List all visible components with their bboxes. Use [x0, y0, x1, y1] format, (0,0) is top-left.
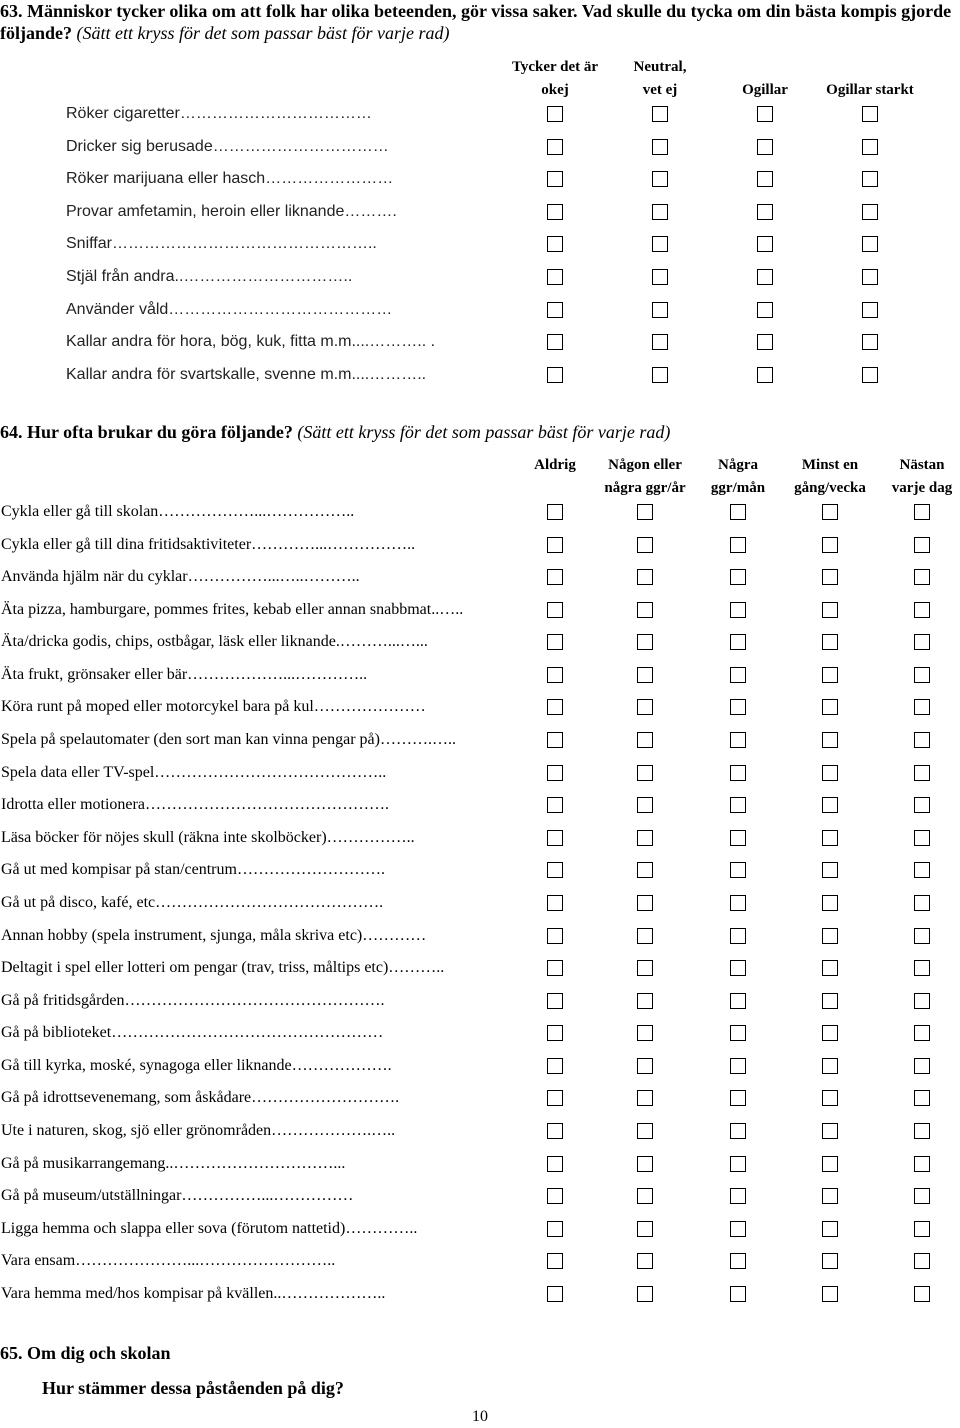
q64-checkbox-3[interactable] — [730, 569, 746, 585]
q64-row-label: Gå på fritidsgården…………………………………………. — [1, 991, 385, 1009]
q64-checkbox-1[interactable] — [547, 928, 563, 944]
q64-checkbox-4[interactable] — [822, 830, 838, 846]
q64-checkbox-1[interactable] — [547, 732, 563, 748]
question-65-title: 65. Om dig och skolan — [0, 1343, 171, 1363]
q64-checkbox-3[interactable] — [730, 1286, 746, 1302]
q64-row-label: Gå ut med kompisar på stan/centrum………………………. — [1, 861, 385, 879]
q63-checkbox-4[interactable] — [862, 302, 878, 318]
q64-checkbox-2[interactable] — [637, 928, 653, 944]
q64-checkbox-3[interactable] — [730, 732, 746, 748]
q63-checkbox-4[interactable] — [862, 106, 878, 122]
q64-row-label: Äta frukt, grönsaker eller bär………………...………….. — [1, 665, 368, 683]
q64-checkbox-5[interactable] — [914, 667, 930, 683]
q64-checkbox-5[interactable] — [914, 699, 930, 715]
page-number: 10 — [472, 1408, 488, 1425]
q64-checkbox-1[interactable] — [547, 765, 563, 781]
q64-checkbox-2[interactable] — [637, 1058, 653, 1074]
q64-checkbox-4[interactable] — [822, 1253, 838, 1269]
q64-checkbox-3[interactable] — [730, 797, 746, 813]
q63-checkbox-4[interactable] — [862, 367, 878, 383]
q64-checkbox-5[interactable] — [914, 797, 930, 813]
q64-checkbox-5[interactable] — [914, 602, 930, 618]
q64-checkbox-4[interactable] — [822, 1221, 838, 1237]
q64-checkbox-3[interactable] — [730, 699, 746, 715]
q64-row-label: Vara hemma med/hos kompisar på kvällen..……………….. — [1, 1284, 386, 1302]
q64-row-label: Idrotta eller motionera………………………………………. — [1, 796, 389, 814]
q64-checkbox-2[interactable] — [637, 1090, 653, 1106]
q63-checkbox-4[interactable] — [862, 171, 878, 187]
q64-row-label: Cykla eller gå till skolan………………...…………….. — [1, 503, 355, 520]
q64-column-header-5-line-2: varje dag — [891, 480, 953, 496]
q64-column-header-2-line-2: några ggr/år — [604, 480, 686, 496]
q63-checkbox-1[interactable] — [547, 204, 563, 220]
q64-column-header-1-line-1: Aldrig — [534, 457, 576, 473]
q64-row-label: Gå på museum/utställningar……………...…………… — [1, 1187, 354, 1205]
q64-checkbox-3[interactable] — [730, 830, 746, 846]
q64-checkbox-4[interactable] — [822, 732, 838, 748]
q64-checkbox-2[interactable] — [637, 667, 653, 683]
q64-checkbox-5[interactable] — [914, 1156, 930, 1172]
q64-checkbox-3[interactable] — [730, 1156, 746, 1172]
q64-checkbox-5[interactable] — [914, 1286, 930, 1302]
q63-checkbox-2[interactable] — [652, 236, 668, 252]
q64-checkbox-2[interactable] — [637, 504, 653, 520]
q64-row-label: Gå ut på disco, kafé, etc……………………………………. — [1, 893, 384, 911]
q64-instruction: (Sätt ett kryss för det som passar bäst för varje rad) — [297, 422, 671, 442]
q64-checkbox-2[interactable] — [637, 634, 653, 650]
q64-checkbox-3[interactable] — [730, 537, 746, 553]
q63-checkbox-1[interactable] — [547, 106, 563, 122]
q64-checkbox-3[interactable] — [730, 862, 746, 878]
q64-checkbox-1[interactable] — [547, 830, 563, 846]
q64-row-label: Köra runt på moped eller motorcykel bara på kul………………… — [1, 698, 426, 716]
q64-checkbox-4[interactable] — [822, 895, 838, 911]
q63-checkbox-2[interactable] — [652, 171, 668, 187]
q64-checkbox-4[interactable] — [822, 667, 838, 683]
q64-checkbox-5[interactable] — [914, 1090, 930, 1106]
q64-checkbox-3[interactable] — [730, 1123, 746, 1139]
q64-row-label: Ligga hemma och slappa eller sova (förutom nattetid)………….. — [1, 1219, 418, 1237]
q64-checkbox-4[interactable] — [822, 602, 838, 618]
q64-column-header-5-line-1: Nästan — [899, 457, 945, 473]
q64-column-header-3-line-2: ggr/mån — [710, 480, 766, 496]
q64-checkbox-4[interactable] — [822, 993, 838, 1009]
q63-checkbox-3[interactable] — [757, 236, 773, 252]
q63-column-header-1-line-2: okej — [541, 82, 569, 98]
q64-checkbox-2[interactable] — [637, 960, 653, 976]
q63-checkbox-2[interactable] — [652, 269, 668, 285]
q63-column-header-3-line-2: Ogillar — [742, 82, 788, 98]
q64-checkbox-1[interactable] — [547, 1286, 563, 1302]
q64-checkbox-5[interactable] — [914, 960, 930, 976]
q63-title-text: 63. Människor tycker olika om att folk har olika beteenden, gör vissa saker. Vad skulle du tycka om din bästa kompis gjorde följande? — [0, 1, 952, 43]
q64-checkbox-2[interactable] — [637, 1253, 653, 1269]
q63-row-label: Dricker sig berusade…………………………… — [66, 137, 389, 155]
q64-row-label: Äta/dricka godis, chips, ostbågar, läsk eller liknande.………...…... — [1, 633, 428, 651]
question-65-subtitle: Hur stämmer dessa påståenden på dig? — [42, 1378, 344, 1398]
q64-checkbox-3[interactable] — [730, 1090, 746, 1106]
q64-checkbox-4[interactable] — [822, 634, 838, 650]
q63-column-header-4-line-2: Ogillar starkt — [826, 82, 914, 98]
question-63-title — [0, 0, 960, 44]
q64-row-label: Spela data eller TV-spel…………………………………….. — [1, 763, 387, 781]
q64-row-label: Vara ensam…………………...…………………….. — [1, 1252, 336, 1270]
q64-row-label: Cykla eller gå till dina fritidsaktiviteter…………...…………….. — [1, 535, 416, 553]
q64-checkbox-1[interactable] — [547, 1025, 563, 1041]
q64-checkbox-5[interactable] — [914, 1058, 930, 1074]
q64-checkbox-5[interactable] — [914, 504, 930, 520]
q64-checkbox-3[interactable] — [730, 1025, 746, 1041]
q63-column-header-2-line-2: vet ej — [642, 82, 678, 98]
q64-checkbox-1[interactable] — [547, 1156, 563, 1172]
q63-checkbox-3[interactable] — [757, 367, 773, 383]
q63-checkbox-3[interactable] — [757, 269, 773, 285]
q63-checkbox-3[interactable] — [757, 302, 773, 318]
q63-instruction: (Sätt ett kryss för det som passar bäst för varje rad) — [76, 23, 450, 43]
q63-row-label: Röker marijuana eller hasch…………………… — [66, 170, 394, 188]
q64-checkbox-5[interactable] — [914, 928, 930, 944]
q64-checkbox-4[interactable] — [822, 1025, 838, 1041]
q63-checkbox-1[interactable] — [547, 236, 563, 252]
q64-checkbox-5[interactable] — [914, 895, 930, 911]
q64-checkbox-3[interactable] — [730, 634, 746, 650]
q63-checkbox-3[interactable] — [757, 204, 773, 220]
q64-checkbox-2[interactable] — [637, 1156, 653, 1172]
q64-checkbox-4[interactable] — [822, 1156, 838, 1172]
q64-checkbox-1[interactable] — [547, 569, 563, 585]
q64-row-label: Gå på idrottsevenemang, som åskådare………………………. — [1, 1089, 400, 1107]
q64-checkbox-1[interactable] — [547, 537, 563, 553]
q64-row-label: Annan hobby (spela instrument, sjunga, måla skriva etc)………… — [1, 926, 427, 944]
q63-checkbox-1[interactable] — [547, 367, 563, 383]
q64-row-label: Äta pizza, hamburgare, pommes frites, kebab eller annan snabbmat..….. — [1, 600, 464, 618]
q63-row-label: Provar amfetamin, heroin eller liknande………. — [66, 202, 397, 220]
q63-checkbox-1[interactable] — [547, 269, 563, 285]
q64-checkbox-3[interactable] — [730, 1221, 746, 1237]
q63-checkbox-4[interactable] — [862, 139, 878, 155]
q64-checkbox-2[interactable] — [637, 830, 653, 846]
q63-checkbox-4[interactable] — [862, 269, 878, 285]
q64-checkbox-2[interactable] — [637, 1123, 653, 1139]
q64-checkbox-4[interactable] — [822, 928, 838, 944]
q63-checkbox-3[interactable] — [757, 334, 773, 350]
q64-title-text: 64. Hur ofta brukar du göra följande? — [0, 422, 293, 442]
q64-checkbox-1[interactable] — [547, 895, 563, 911]
q64-checkbox-4[interactable] — [822, 862, 838, 878]
q64-checkbox-3[interactable] — [730, 1253, 746, 1269]
q64-checkbox-1[interactable] — [547, 699, 563, 715]
q64-checkbox-4[interactable] — [822, 1058, 838, 1074]
q63-checkbox-4[interactable] — [862, 236, 878, 252]
q63-checkbox-2[interactable] — [652, 302, 668, 318]
q64-checkbox-2[interactable] — [637, 699, 653, 715]
q64-checkbox-5[interactable] — [914, 765, 930, 781]
q64-checkbox-1[interactable] — [547, 634, 563, 650]
q64-column-header-4-line-2: gång/vecka — [794, 480, 866, 496]
q63-row-label: Stjäl från andra..………………………….. — [66, 268, 353, 285]
q64-checkbox-4[interactable] — [822, 504, 838, 520]
q64-checkbox-1[interactable] — [547, 667, 563, 683]
q64-row-label: Ute i naturen, skog, sjö eller grönområden……………….….. — [1, 1122, 396, 1140]
q64-checkbox-2[interactable] — [637, 797, 653, 813]
q63-row-label: Använder våld…………………………………… — [66, 300, 393, 318]
q64-checkbox-3[interactable] — [730, 1188, 746, 1204]
q63-checkbox-1[interactable] — [547, 302, 563, 318]
q64-checkbox-5[interactable] — [914, 732, 930, 748]
q64-checkbox-4[interactable] — [822, 1090, 838, 1106]
q64-column-header-2-line-1: Någon eller — [608, 457, 682, 473]
q64-checkbox-3[interactable] — [730, 1058, 746, 1074]
q64-checkbox-2[interactable] — [637, 862, 653, 878]
q64-column-header-3-line-1: Några — [718, 457, 758, 473]
q63-checkbox-3[interactable] — [757, 139, 773, 155]
q63-checkbox-3[interactable] — [757, 171, 773, 187]
q64-row-label: Läsa böcker för nöjes skull (räkna inte skolböcker)…………….. — [1, 828, 415, 846]
q64-checkbox-2[interactable] — [637, 602, 653, 618]
q64-checkbox-1[interactable] — [547, 1090, 563, 1106]
q63-column-header-2-line-1: Neutral, — [633, 59, 687, 75]
q64-checkbox-1[interactable] — [547, 1058, 563, 1074]
q64-checkbox-2[interactable] — [637, 1221, 653, 1237]
q64-checkbox-1[interactable] — [547, 1253, 563, 1269]
q64-checkbox-5[interactable] — [914, 1221, 930, 1237]
q64-checkbox-4[interactable] — [822, 960, 838, 976]
q64-checkbox-5[interactable] — [914, 993, 930, 1009]
q64-checkbox-4[interactable] — [822, 765, 838, 781]
q64-checkbox-5[interactable] — [914, 1253, 930, 1269]
q64-column-header-4-line-1: Minst en — [801, 457, 859, 473]
q64-checkbox-3[interactable] — [730, 928, 746, 944]
q64-checkbox-5[interactable] — [914, 1123, 930, 1139]
q64-checkbox-4[interactable] — [822, 569, 838, 585]
q64-checkbox-3[interactable] — [730, 993, 746, 1009]
q64-checkbox-4[interactable] — [822, 797, 838, 813]
q64-checkbox-2[interactable] — [637, 537, 653, 553]
q63-checkbox-2[interactable] — [652, 106, 668, 122]
q64-row-label: Gå på musikarrangemang..…………………………... — [1, 1154, 346, 1172]
q64-row-label: Deltagit i spel eller lotteri om pengar (trav, triss, måltips etc)……….. — [1, 959, 445, 977]
q64-row-label: Gå på biblioteket…………………………………………… — [1, 1024, 384, 1042]
q64-checkbox-3[interactable] — [730, 667, 746, 683]
q64-row-label: Gå till kyrka, moské, synagoga eller liknande………………. — [1, 1056, 392, 1074]
q64-checkbox-1[interactable] — [547, 504, 563, 520]
q64-checkbox-3[interactable] — [730, 602, 746, 618]
q64-checkbox-1[interactable] — [547, 1123, 563, 1139]
q63-checkbox-2[interactable] — [652, 334, 668, 350]
q64-checkbox-2[interactable] — [637, 895, 653, 911]
q63-checkbox-1[interactable] — [547, 171, 563, 187]
q64-checkbox-5[interactable] — [914, 569, 930, 585]
q64-row-label: Använda hjälm när du cyklar……………...…..……….. — [1, 568, 360, 586]
q64-checkbox-2[interactable] — [637, 1188, 653, 1204]
q64-checkbox-3[interactable] — [730, 765, 746, 781]
q64-checkbox-4[interactable] — [822, 537, 838, 553]
q64-checkbox-5[interactable] — [914, 830, 930, 846]
q63-column-header-1-line-1: Tycker det är — [511, 59, 599, 75]
q64-checkbox-1[interactable] — [547, 797, 563, 813]
q63-checkbox-2[interactable] — [652, 204, 668, 220]
q63-checkbox-2[interactable] — [652, 367, 668, 383]
q64-checkbox-1[interactable] — [547, 1188, 563, 1204]
q64-checkbox-4[interactable] — [822, 1123, 838, 1139]
q64-checkbox-5[interactable] — [914, 634, 930, 650]
q63-checkbox-4[interactable] — [862, 334, 878, 350]
q63-row-label: Kallar andra för svartskalle, svenne m.m....……….. — [66, 365, 427, 383]
q64-checkbox-5[interactable] — [914, 1188, 930, 1204]
q63-checkbox-1[interactable] — [547, 139, 563, 155]
q63-row-label: Röker cigaretter……………………………… — [66, 105, 372, 122]
q64-checkbox-2[interactable] — [637, 1025, 653, 1041]
q64-checkbox-2[interactable] — [637, 1286, 653, 1302]
q64-checkbox-4[interactable] — [822, 1286, 838, 1302]
q64-checkbox-5[interactable] — [914, 537, 930, 553]
q64-checkbox-2[interactable] — [637, 732, 653, 748]
q64-checkbox-1[interactable] — [547, 862, 563, 878]
q63-row-label: Kallar andra för hora, bög, kuk, fitta m.m....……….. . — [66, 333, 436, 351]
q64-checkbox-1[interactable] — [547, 960, 563, 976]
q64-checkbox-3[interactable] — [730, 895, 746, 911]
q63-checkbox-2[interactable] — [652, 139, 668, 155]
q64-checkbox-3[interactable] — [730, 960, 746, 976]
question-64-title — [0, 421, 670, 443]
q64-row-label: Spela på spelautomater (den sort man kan vinna pengar på)……….….. — [1, 731, 456, 749]
q63-checkbox-1[interactable] — [547, 334, 563, 350]
q63-checkbox-3[interactable] — [757, 106, 773, 122]
q64-checkbox-2[interactable] — [637, 993, 653, 1009]
q63-row-label: Sniffar………………………………………….. — [66, 235, 377, 253]
q64-checkbox-1[interactable] — [547, 1221, 563, 1237]
q64-checkbox-5[interactable] — [914, 1025, 930, 1041]
q64-checkbox-1[interactable] — [547, 993, 563, 1009]
q64-checkbox-4[interactable] — [822, 699, 838, 715]
q63-checkbox-4[interactable] — [862, 204, 878, 220]
q64-checkbox-5[interactable] — [914, 862, 930, 878]
q64-checkbox-2[interactable] — [637, 765, 653, 781]
q64-checkbox-1[interactable] — [547, 602, 563, 618]
q64-checkbox-3[interactable] — [730, 504, 746, 520]
q64-checkbox-2[interactable] — [637, 569, 653, 585]
q64-checkbox-4[interactable] — [822, 1188, 838, 1204]
